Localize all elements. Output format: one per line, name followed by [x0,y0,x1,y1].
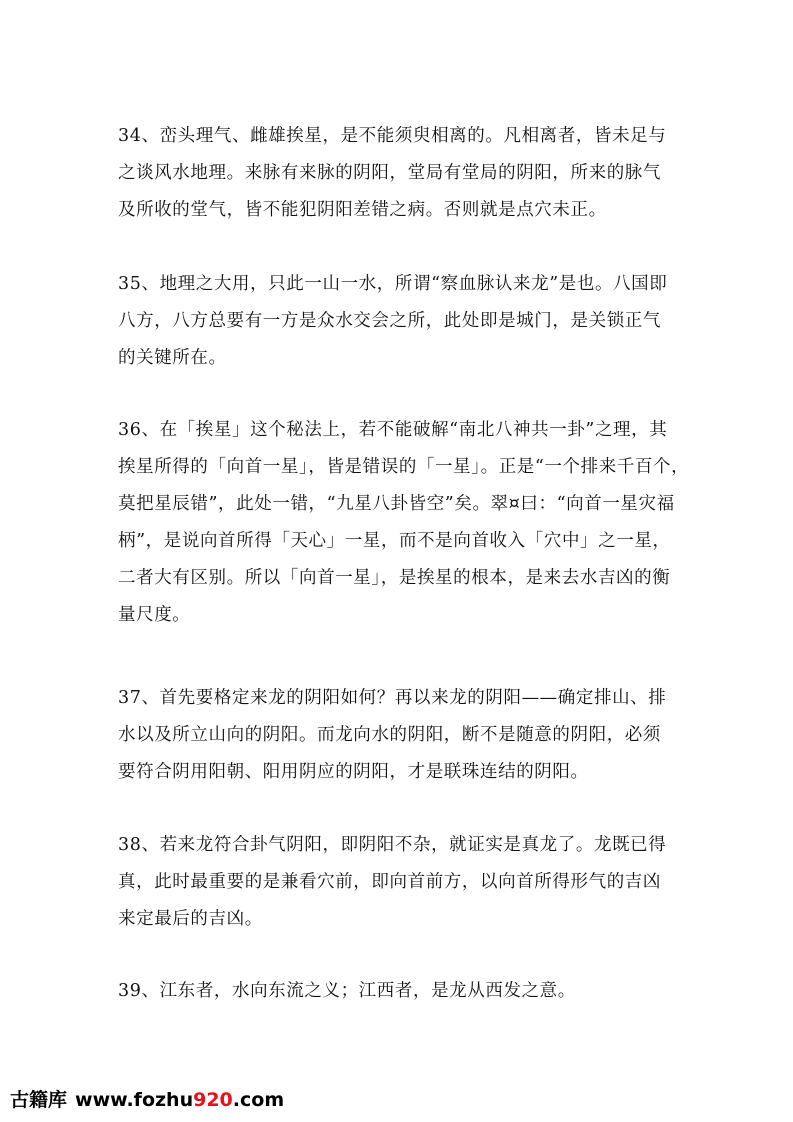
text-line: 八方，八方总要有一方是众水交会之所，此处即是城门，是关锁正气 [118,311,661,331]
text-line: 真，此时最重要的是兼看穴前，即向首前方，以向首所得形气的吉凶 [118,872,661,892]
paragraph-37 [118,680,678,791]
text-line: 要符合阴用阳朝、阳用阴应的阴阳，才是联珠连结的阴阳。 [118,762,589,782]
text-line: 35、地理之大用，只此一山一水，所谓“察血脉认来龙”是也。八国即 [118,274,668,294]
site-name: 古籍库 [10,1089,68,1111]
text-line: 之谈风水地理。来脉有来脉的阴阳，堂局有堂局的阴阳，所来的脉气 [118,163,661,183]
text-line: 38、若来龙符合卦气阴阳，即阴阳不杂，就证实是真龙了。龙既已得 [118,835,667,855]
text-line: 水以及所立山向的阴阳。而龙向水的阴阳，断不是随意的阴阳，必须 [118,725,661,745]
paragraph-35 [118,266,678,377]
paragraph-39 [118,973,678,1010]
text-line: 来定最后的吉凶。 [118,909,263,929]
site-url-suffix: .com [232,1089,285,1111]
text-line: 37、首先要格定来龙的阴阳如何？再以来龙的阴阳——确定排山、排 [118,688,667,708]
text-line: 二者大有区别。所以「向首一星」，是挨星的根本，是来去水吉凶的衡 [118,568,671,588]
text-line: 34、峦头理气、雌雄挨星，是不能须臾相离的。凡相离者，皆未足与 [118,126,667,146]
text-line: 柄”，是说向首所得「天心」一星，而不是向首收入「穴中」之一星， [118,531,671,551]
text-line: 莫把星辰错”，此处一错，“九星八卦皆空”矣。翠¤曰：“向首一星灾福 [118,494,675,514]
site-url-accent: 920 [193,1089,233,1111]
text-line: 的关键所在。 [118,348,227,368]
text-line: 及所收的堂气，皆不能犯阴阳差错之病。否则就是点穴未正。 [118,200,607,220]
paragraph-34 [118,118,678,229]
text-line: 39、江东者，水向东流之义；江西者，是龙从西发之意。 [118,981,576,1001]
text-line: 挨星所得的「向首一星」，皆是错误的「一星」。正是“一个排来千百个， [118,457,690,477]
site-url-prefix: www.fozhu [75,1089,194,1111]
paragraph-38 [118,827,678,938]
text-line: 量尺度。 [118,605,191,625]
paragraph-36 [118,412,690,634]
text-line: 36、在「挨星」这个秘法上，若不能破解“南北八神共一卦”之理，其 [118,420,668,440]
footer-watermark [10,1085,284,1112]
